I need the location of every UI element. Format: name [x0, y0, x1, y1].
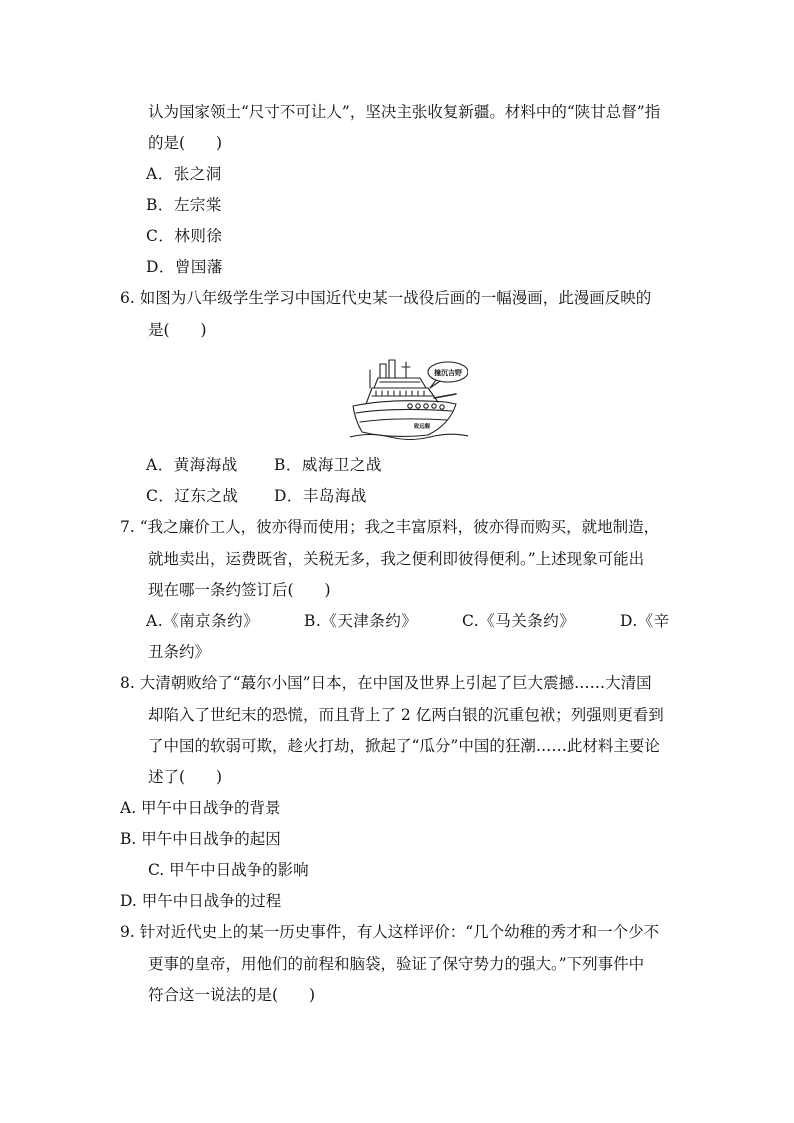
q7-option-d: D.《辛: [620, 612, 670, 630]
q6-option-a: A．黄海海战: [146, 456, 238, 474]
q7-option-c: C.《马关条约》: [462, 612, 576, 630]
q8-option-a: A. 甲午中日战争的背景: [120, 799, 281, 817]
q8-stem-line-3: 了中国的软弱可欺，趁火打劫，掀起了“瓜分”中国的狂潮……此材料主要论: [148, 737, 660, 755]
q7-option-a: A.《南京条约》: [146, 612, 260, 630]
q8-stem-line-2: 却陷入了世纪末的恐慌，而且背上了 2 亿两白银的沉重包袱；列强则更看到: [148, 706, 664, 724]
q8-stem-line-4: 述了( ): [148, 768, 223, 786]
q7-option-b: B.《天津条约》: [304, 612, 418, 630]
q8-stem-line-1: 8. 大清朝败给了“蕞尔小国”日本，在中国及世界上引起了巨大震撼……大清国: [120, 674, 652, 692]
q5-stem-line-1: 认为国家领土“尺寸不可让人”，坚决主张收复新疆。材料中的“陕甘总督”指: [148, 103, 661, 121]
q8-option-c: C. 甲午中日战争的影响: [148, 861, 309, 879]
q7-stem-line-3: 现在哪一条约签订后( ): [148, 581, 331, 599]
q5-option-d: D．曾国藩: [146, 258, 223, 276]
q7-stem-line-2: 就地卖出，运费既省，关税无多，我之便利即彼得便利。”上述现象可能出: [148, 550, 645, 568]
q5-stem-line-2: 的是( ): [148, 134, 223, 152]
q7-option-d-continued: 丑条约》: [148, 643, 211, 661]
q7-stem-line-1: 7. “我之廉价工人，彼亦得而使用；我之丰富原料，彼亦得而购买，就地制造，: [120, 518, 660, 536]
cartoon-ship-name: 致远舰: [413, 424, 431, 430]
q6-option-b: B．威海卫之战: [274, 456, 382, 474]
q6-stem-line-1: 6. 如图为八年级学生学习中国近代史某一战役后画的一幅漫画，此漫画反映的: [120, 289, 652, 307]
q5-option-b: B．左宗棠: [146, 196, 222, 214]
cartoon-bubble-text: 撞沉吉野: [434, 369, 462, 377]
q9-stem-line-3: 符合这一说法的是( ): [148, 986, 316, 1004]
q9-stem-line-2: 更事的皇帝，用他们的前程和脑袋，验证了保守势力的强大。”下列事件中: [148, 955, 645, 973]
q8-option-b: B. 甲午中日战争的起因: [120, 830, 281, 848]
q6-option-d: D．丰岛海战: [274, 487, 367, 505]
q6-stem-line-2: 是( ): [148, 321, 207, 339]
warship-cartoon: [350, 358, 468, 440]
q5-option-a: A．张之洞: [146, 165, 222, 183]
q5-option-c: C．林则徐: [146, 227, 223, 245]
q6-option-c: C．辽东之战: [146, 487, 239, 505]
q9-stem-line-1: 9. 针对近代史上的某一历史事件，有人这样评价：“几个幼稚的秀才和一个少不: [120, 923, 660, 941]
q8-option-d: D. 甲午中日战争的过程: [120, 892, 282, 910]
